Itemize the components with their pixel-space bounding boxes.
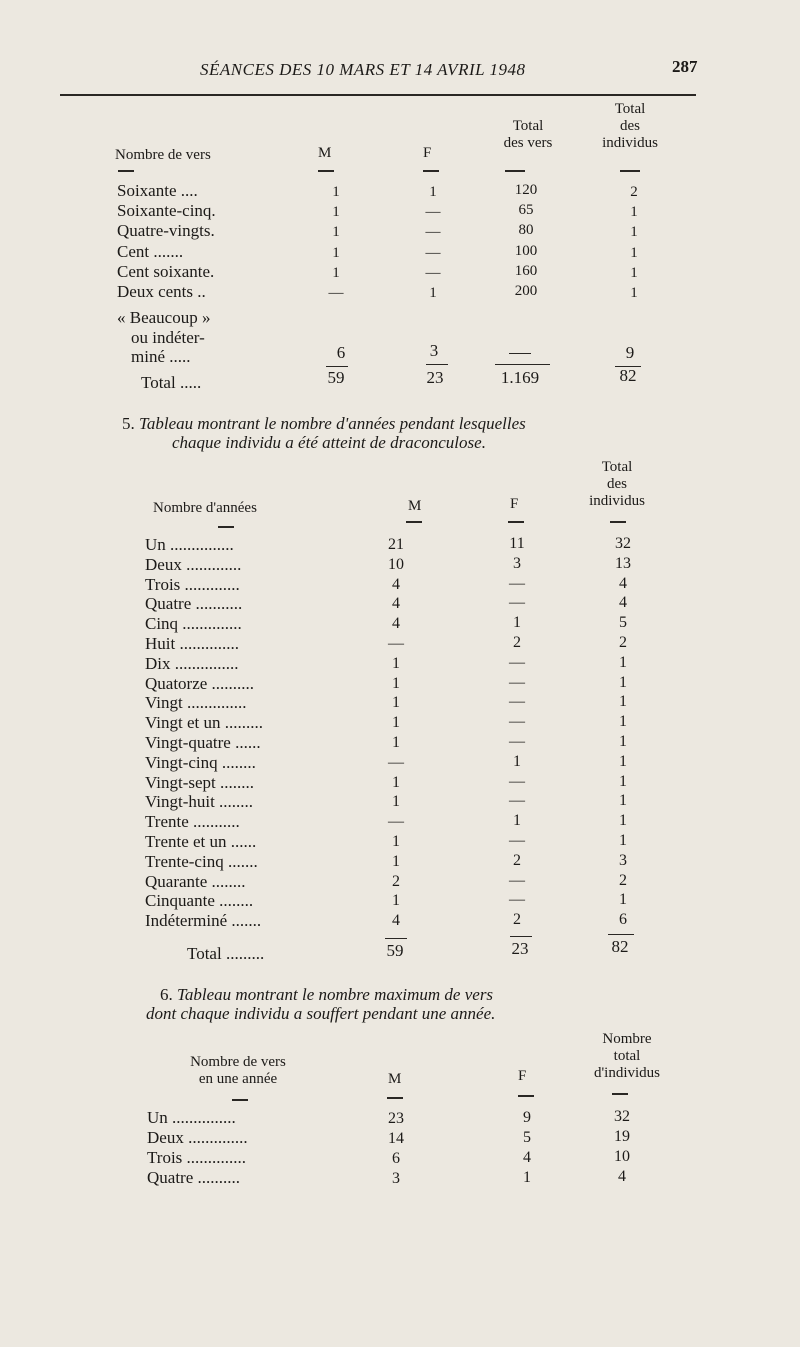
col-header-m: M [408,498,422,514]
col-header-m: M [388,1071,402,1087]
cell-individus: 1 [630,265,638,281]
cell-f: 1 [513,753,521,770]
row-label: Trente-cinq ....... [145,852,258,871]
col-header-f: F [423,145,432,161]
header-dash [610,521,626,523]
cell-f: — [425,204,441,220]
cell-vers: 200 [514,283,538,299]
cell-f: — [509,594,525,611]
row-label: Vingt-huit ........ [145,792,254,811]
cell-f: 1 [513,812,521,829]
cell-f: 2 [513,634,521,651]
row-label: Vingt et un ......... [145,713,263,732]
table-5-caption-line1: 5. Tableau montrant le nombre d'années pendant lesquelles [122,414,526,433]
cell-t: 4 [619,594,627,611]
cell-f: 1 [429,184,437,200]
cell-t: 4 [618,1168,626,1185]
beaucoup-label-line3: miné ..... [131,347,191,366]
cell-f: — [425,224,441,240]
col-header-nombre-vers-annee: Nombre de vers en une année [190,1054,286,1087]
header-dash [508,521,524,523]
cell-m: 10 [388,556,404,573]
row-label: Quarante ........ [145,872,246,891]
cell-f: 2 [513,911,521,928]
row-label: Soixante .... [117,181,198,200]
row-label: Cent ....... [117,242,184,261]
cell-vers: 80 [518,222,534,238]
row-label: Quatre-vingts. [117,221,215,240]
cell-m: 4 [392,576,400,593]
cell-f: 2 [513,852,521,869]
cell-m: — [388,754,404,771]
cell-t: 1 [619,693,627,710]
row-label: Vingt-cinq ........ [145,753,256,772]
sum-rule [385,938,407,939]
cell-m: 4 [392,615,400,632]
total-vers: 1.169 [500,368,540,387]
cell-individus: 2 [630,184,638,200]
col-header-total-individus: Total des individus [602,101,658,151]
cell-t: 1 [619,733,627,750]
row-label: Vingt .............. [145,693,247,712]
cell-t: 32 [615,535,631,552]
header-dash [620,170,640,172]
cell-m: 1 [332,245,340,261]
total-label: Total ..... [141,373,202,392]
cell-f: — [425,265,441,281]
cell-f: — [509,713,525,730]
cell-m: 1 [392,734,400,751]
cell-t: 3 [619,852,627,869]
cell-m: 1 [392,833,400,850]
cell-f: — [509,891,525,908]
cell-m: 14 [388,1130,404,1147]
col-header-nombre-annees: Nombre d'années [153,500,257,516]
cell-m: 1 [392,774,400,791]
col-header-nombre-total: Nombre total d'individus [593,1031,661,1081]
cell-f: — [509,693,525,710]
row-label: Deux cents .. [117,282,206,301]
table-5-caption-line2: chaque individu a été atteint de draconculose. [172,433,486,452]
header-dash [505,170,525,172]
cell-m: 4 [392,595,400,612]
cell-f: 3 [429,341,439,360]
page-number: 287 [672,57,698,76]
cell-individus: 9 [625,343,635,362]
cell-m: 6 [336,343,346,362]
page-header-title: SÉANCES DES 10 MARS ET 14 AVRIL 1948 [200,60,526,79]
row-label: Quatre ........... [145,594,243,613]
header-dash [423,170,439,172]
cell-f: 1 [513,614,521,631]
col-header-m: M [318,145,332,161]
cell-t: 6 [619,911,627,928]
cell-m: — [388,813,404,830]
row-label: Quatorze .......... [145,674,255,693]
cell-m: 1 [332,224,340,240]
cell-m: 3 [392,1170,400,1187]
cell-m: 1 [332,265,340,281]
cell-individus: 1 [630,245,638,261]
cell-vers: 120 [514,182,538,198]
cell-t: 1 [619,654,627,671]
col-header-f: F [510,496,519,512]
cell-f: 1 [523,1169,531,1186]
row-label: Cinquante ........ [145,891,254,910]
table-6-caption-line1: 6. Tableau montrant le nombre maximum de vers [160,985,494,1004]
sum-rule [510,936,532,937]
cell-vers: 65 [518,202,534,218]
total-f: 23 [426,368,444,387]
header-rule [60,94,696,96]
cell-t: 2 [619,634,627,651]
beaucoup-label-line1: « Beaucoup » [117,308,211,327]
cell-m: 4 [392,912,400,929]
cell-f: — [509,733,525,750]
row-label: Deux .............. [147,1128,248,1147]
cell-vers [490,345,550,362]
cell-f: 1 [429,285,437,301]
cell-m: 1 [392,892,400,909]
row-label: Dix ............... [145,654,239,673]
cell-f: 4 [523,1149,531,1166]
row-label: Trente et un ...... [145,832,257,851]
cell-m: 6 [392,1150,400,1167]
cell-t: 1 [619,773,627,790]
cell-m: 2 [392,873,400,890]
cell-t: 10 [614,1148,630,1165]
cell-t: 5 [619,614,627,631]
cell-f: — [509,773,525,790]
cell-vers: 100 [514,243,538,259]
row-label: Huit .............. [145,634,239,653]
cell-f: 3 [513,555,521,572]
sum-rule [495,364,550,365]
cell-m: 23 [388,1110,404,1127]
cell-f: — [509,654,525,671]
total-m: 59 [386,941,404,960]
cell-vers: 160 [514,263,538,279]
header-dash [218,526,234,528]
cell-t: 4 [619,575,627,592]
cell-individus: 1 [630,204,638,220]
cell-m: 1 [392,793,400,810]
cell-t: 1 [619,674,627,691]
cell-m: 21 [388,536,404,553]
cell-f: — [425,245,441,261]
row-label: Trois ............. [145,575,240,594]
total-t: 82 [611,937,629,956]
col-header-nombre-de-vers: Nombre de vers [115,147,211,163]
cell-t: 1 [619,891,627,908]
header-dash [118,170,134,172]
row-label: Indéterminé ....... [145,911,262,930]
header-dash [318,170,334,172]
col-header-f: F [518,1068,527,1084]
cell-f: 5 [523,1129,531,1146]
total-individus: 82 [619,366,637,385]
cell-m: — [328,285,344,301]
cell-t: 32 [614,1108,630,1125]
cell-individus: 1 [630,285,638,301]
cell-m: 1 [332,204,340,220]
row-label: Quatre .......... [147,1168,241,1187]
row-label: Un ............... [147,1108,236,1127]
cell-t: 1 [619,812,627,829]
row-label: Deux ............. [145,555,242,574]
col-header-total-vers: Total des vers [503,118,553,151]
cell-t: 1 [619,832,627,849]
cell-t: 1 [619,753,627,770]
header-dash [387,1097,403,1099]
row-label: Vingt-sept ........ [145,773,254,792]
table-6-caption-line2: dont chaque individu a souffert pendant une année. [146,1004,496,1023]
cell-t: 19 [614,1128,630,1145]
beaucoup-label-line2: ou indéter- [131,328,205,347]
cell-m: 1 [392,853,400,870]
row-label: Vingt-quatre ...... [145,733,261,752]
cell-m: 1 [332,184,340,200]
row-label: Trente ........... [145,812,240,831]
row-label: Un ............... [145,535,234,554]
cell-f: — [509,674,525,691]
cell-m: 1 [392,655,400,672]
cell-m: 1 [392,714,400,731]
cell-t: 13 [615,555,631,572]
cell-f: 11 [509,535,525,552]
cell-m: — [388,635,404,652]
total-label: Total ......... [187,944,265,963]
header-dash [406,521,422,523]
cell-m: 1 [392,694,400,711]
cell-f: — [509,792,525,809]
header-dash [232,1099,248,1101]
cell-f: 9 [523,1109,531,1126]
col-header-total-individus: Total des individus [589,459,645,509]
cell-t: 1 [619,713,627,730]
sum-rule [608,934,634,935]
header-dash [518,1095,534,1097]
total-f: 23 [511,939,529,958]
row-label: Cent soixante. [117,262,215,281]
header-dash [612,1093,628,1095]
total-m: 59 [327,368,345,387]
cell-f: — [509,832,525,849]
sum-rule [426,364,448,365]
sum-rule [326,366,348,367]
row-label: Soixante-cinq. [117,201,216,220]
cell-m: 1 [392,675,400,692]
cell-f: — [509,575,525,592]
cell-individus: 1 [630,224,638,240]
cell-t: 2 [619,872,627,889]
row-label: Trois .............. [147,1148,247,1167]
row-label: Cinq .............. [145,614,242,633]
cell-f: — [509,872,525,889]
cell-t: 1 [619,792,627,809]
